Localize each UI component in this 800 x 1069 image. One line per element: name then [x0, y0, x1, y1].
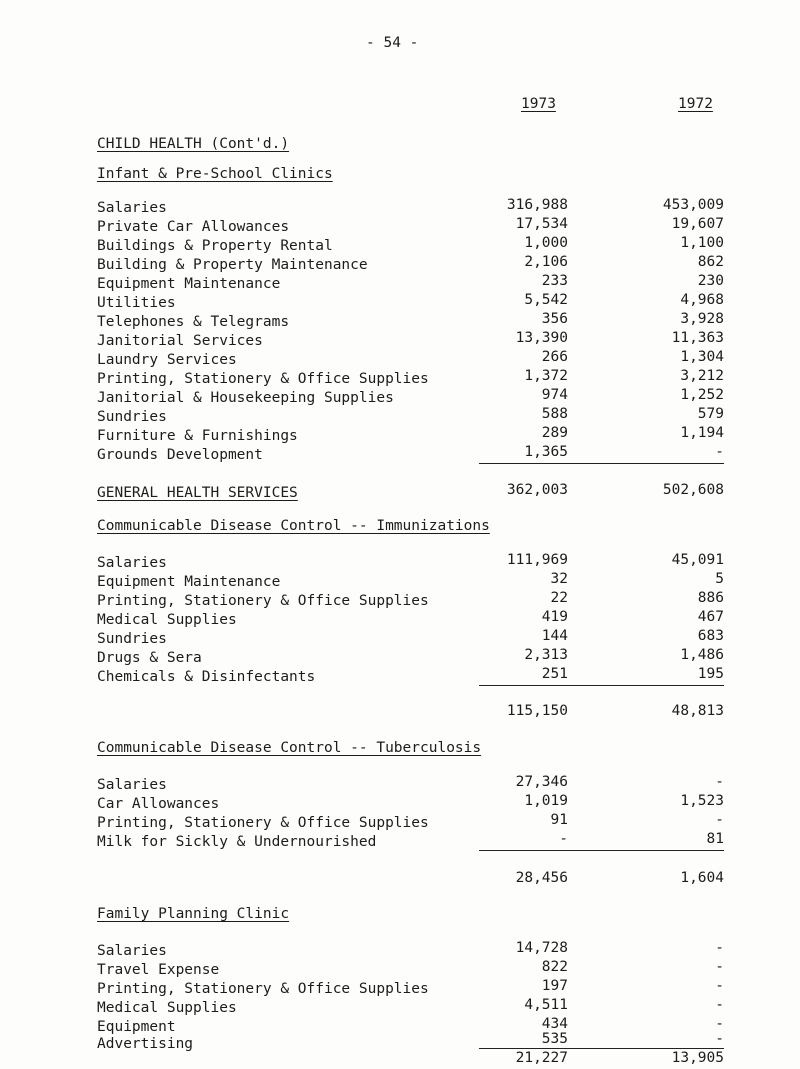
value-1973: 1,019 — [524, 793, 568, 809]
value-1973: 1,372 — [524, 368, 568, 384]
value-1972: 81 — [706, 831, 724, 847]
value-1972: 1,194 — [680, 425, 724, 441]
value-1973: 822 — [541, 959, 568, 975]
value-1972: - — [715, 774, 724, 790]
row-label: Buildings & Property Rental — [97, 238, 333, 254]
row-label: Salaries — [97, 943, 167, 959]
row-label: Drugs & Sera — [97, 650, 202, 666]
heading-child-health: CHILD HEALTH (Cont'd.) — [97, 136, 290, 152]
row-label: Furniture & Furnishings — [97, 428, 298, 444]
row-label: Medical Supplies — [97, 1000, 237, 1016]
value-1973: 5,542 — [524, 292, 568, 308]
value-1972: 453,009 — [662, 197, 724, 213]
value-1973: 197 — [541, 978, 568, 994]
section-title-family-planning: Family Planning Clinic — [97, 906, 290, 922]
year-header-1973: 1973 — [521, 96, 556, 112]
total-rule — [479, 463, 724, 464]
value-1972: - — [715, 444, 724, 460]
row-label: Equipment Maintenance — [97, 574, 281, 590]
value-1972: 3,212 — [680, 368, 724, 384]
value-1973: 419 — [541, 609, 568, 625]
row-label: Printing, Stationery & Office Supplies — [97, 981, 429, 997]
value-1973: 17,534 — [515, 216, 568, 232]
value-1972: - — [715, 978, 724, 994]
total-1973: 28,456 — [515, 870, 568, 886]
page-number: - 54 - — [366, 35, 419, 51]
value-1973: 32 — [550, 571, 568, 587]
section-title-immunizations: Communicable Disease Control -- Immunizations — [97, 518, 490, 534]
value-1972: 45,091 — [671, 552, 724, 568]
value-1972: - — [715, 959, 724, 975]
total-1972: 1,604 — [680, 870, 724, 886]
value-1973: 27,346 — [515, 774, 568, 790]
value-1973: 251 — [541, 666, 568, 682]
value-1972: 579 — [697, 406, 724, 422]
value-1972: 886 — [697, 590, 724, 606]
value-1972: 1,523 — [680, 793, 724, 809]
row-label: Car Allowances — [97, 796, 220, 812]
value-1972: 1,100 — [680, 235, 724, 251]
section-title-infant: Infant & Pre-School Clinics — [97, 166, 333, 182]
value-1973: 144 — [541, 628, 568, 644]
value-1973: 1,365 — [524, 444, 568, 460]
row-label: Travel Expense — [97, 962, 220, 978]
row-label: Printing, Stationery & Office Supplies — [97, 371, 429, 387]
value-1973: 974 — [541, 387, 568, 403]
row-label: Advertising — [97, 1036, 194, 1052]
total-rule — [479, 1048, 724, 1049]
value-1973: 316,988 — [506, 197, 568, 213]
value-1972: 4,968 — [680, 292, 724, 308]
value-1973: 1,000 — [524, 235, 568, 251]
total-rule — [479, 685, 724, 686]
value-1973: 91 — [550, 812, 568, 828]
value-1972: 467 — [697, 609, 724, 625]
value-1972: 683 — [697, 628, 724, 644]
value-1972: 19,607 — [671, 216, 724, 232]
row-label: Chemicals & Disinfectants — [97, 669, 316, 685]
row-label: Janitorial & Housekeeping Supplies — [97, 390, 394, 406]
value-1972: 195 — [697, 666, 724, 682]
value-1973: 111,969 — [506, 552, 568, 568]
total-1973: 362,003 — [506, 482, 568, 498]
row-label: Printing, Stationery & Office Supplies — [97, 815, 429, 831]
value-1973: 289 — [541, 425, 568, 441]
value-1973: - — [559, 831, 568, 847]
section-title-tuberculosis: Communicable Disease Control -- Tuberculosis — [97, 740, 482, 756]
year-header-1972: 1972 — [678, 96, 713, 112]
value-1973: 233 — [541, 273, 568, 289]
value-1972: 5 — [715, 571, 724, 587]
row-label: Salaries — [97, 777, 167, 793]
value-1973: 13,390 — [515, 330, 568, 346]
row-label: Salaries — [97, 200, 167, 216]
value-1972: - — [715, 1016, 724, 1032]
row-label: Telephones & Telegrams — [97, 314, 290, 330]
value-1973: 4,511 — [524, 997, 568, 1013]
row-label: Building & Property Maintenance — [97, 257, 368, 273]
row-label: Utilities — [97, 295, 176, 311]
value-1973: 2,106 — [524, 254, 568, 270]
value-1972: - — [715, 997, 724, 1013]
value-1972: 1,304 — [680, 349, 724, 365]
value-1973: 22 — [550, 590, 568, 606]
row-label: Sundries — [97, 409, 167, 425]
total-1973: 115,150 — [506, 703, 568, 719]
row-label: Janitorial Services — [97, 333, 263, 349]
row-label: Printing, Stationery & Office Supplies — [97, 593, 429, 609]
value-1972: - — [715, 1031, 724, 1047]
value-1973: 588 — [541, 406, 568, 422]
row-label: Equipment Maintenance — [97, 276, 281, 292]
total-1973: 21,227 — [515, 1050, 568, 1066]
row-label: Laundry Services — [97, 352, 237, 368]
value-1972: 3,928 — [680, 311, 724, 327]
total-1972: 13,905 — [671, 1050, 724, 1066]
value-1972: 1,486 — [680, 647, 724, 663]
row-label: Medical Supplies — [97, 612, 237, 628]
heading-general-health: GENERAL HEALTH SERVICES — [97, 485, 298, 501]
value-1972: - — [715, 940, 724, 956]
value-1972: 230 — [697, 273, 724, 289]
value-1972: 1,252 — [680, 387, 724, 403]
value-1973: 535 — [541, 1031, 568, 1047]
row-label: Salaries — [97, 555, 167, 571]
row-label: Milk for Sickly & Undernourished — [97, 834, 377, 850]
row-label: Equipment — [97, 1019, 176, 1035]
value-1973: 434 — [541, 1016, 568, 1032]
total-rule — [479, 850, 724, 851]
value-1973: 14,728 — [515, 940, 568, 956]
row-label: Private Car Allowances — [97, 219, 290, 235]
value-1972: - — [715, 812, 724, 828]
value-1972: 862 — [697, 254, 724, 270]
value-1972: 11,363 — [671, 330, 724, 346]
total-1972: 502,608 — [662, 482, 724, 498]
row-label: Sundries — [97, 631, 167, 647]
row-label: Grounds Development — [97, 447, 263, 463]
value-1973: 356 — [541, 311, 568, 327]
value-1973: 266 — [541, 349, 568, 365]
value-1973: 2,313 — [524, 647, 568, 663]
total-1972: 48,813 — [671, 703, 724, 719]
